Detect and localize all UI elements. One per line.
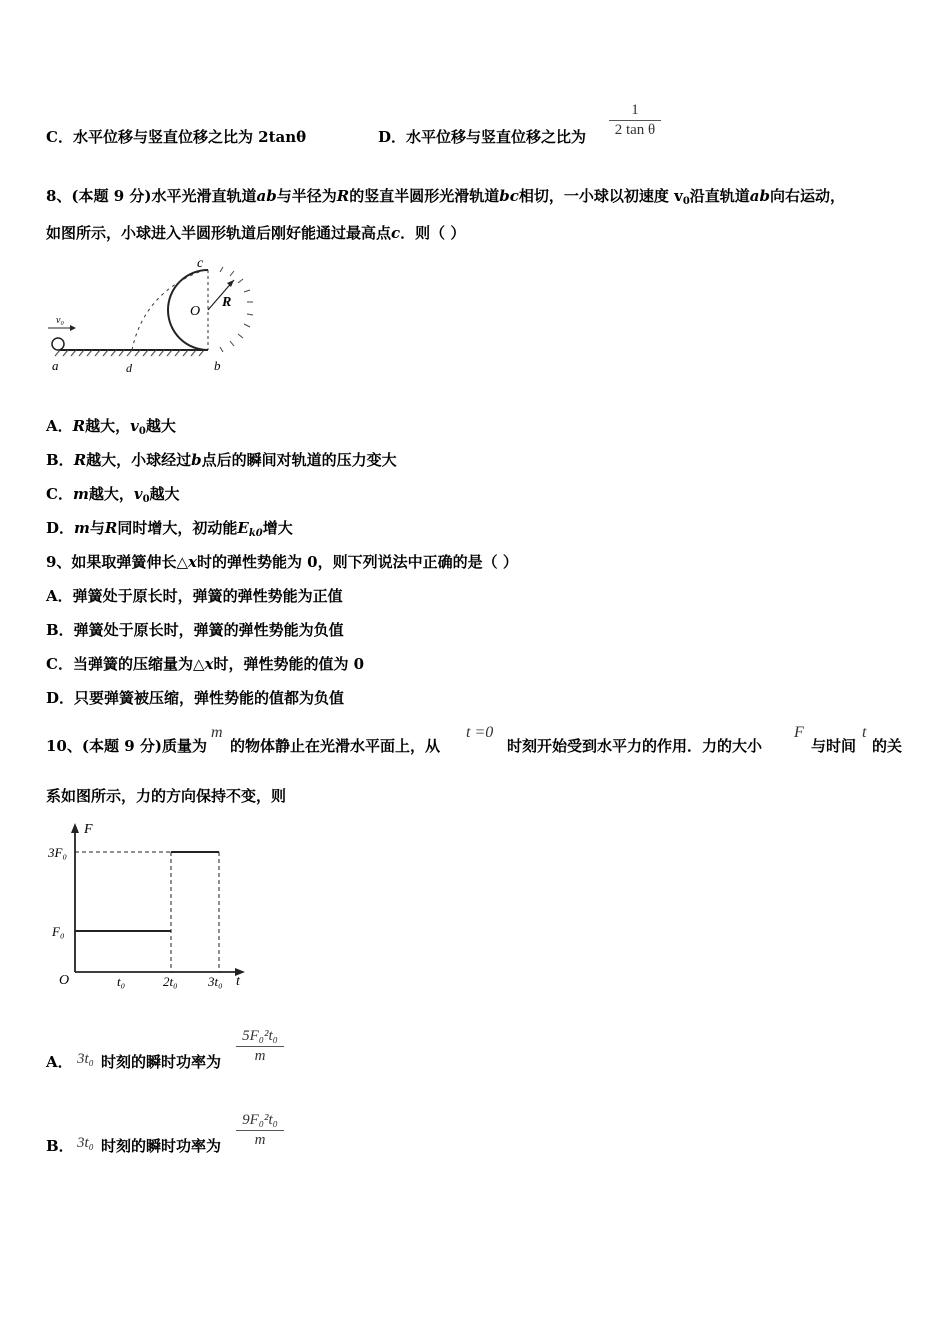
velocity-arrowhead (70, 325, 76, 331)
q10-option-a-time: 3t₀ (77, 1051, 94, 1067)
q9-stem: 9、如果取弹簧伸长△x时的弹性势能为 0，则下列说法中正确的是（ ） (46, 553, 518, 571)
q9-option-c: C．当弹簧的压缩量为△x时，弹性势能的值为 0 (46, 655, 365, 673)
ball (52, 338, 64, 350)
y-axis-label: F (84, 822, 93, 837)
q8-stem-line2: 如图所示，小球进入半圆形轨道后刚好能通过最高点c．则（ ） (46, 224, 466, 242)
fraction-denominator: 2 tan θ (614, 122, 656, 138)
x-tick-t0: t₀ (117, 974, 126, 989)
semicircle-track (168, 270, 208, 350)
q10-math-F: F (794, 724, 804, 741)
q10-force-graph (40, 815, 260, 1000)
q10-option-b-label: B． (46, 1137, 74, 1155)
q10-option-b-fraction (236, 1112, 284, 1149)
q10-option-a-label: A． (46, 1053, 73, 1071)
label-a: a (52, 358, 59, 373)
q8-stem-line1: 8、(本题 9 分)水平光滑直轨道ab与半径为R的竖直半圆形光滑轨道bc相切，一小球以初速度 $v_0$沿直轨道ab向右运动， (46, 187, 846, 207)
q9-option-a: A．弹簧处于原长时，弹簧的弹性势能为正值 (46, 587, 343, 605)
q10-stem-part5: 的关 (872, 737, 903, 755)
q10-option-b-time: 3t₀ (77, 1135, 94, 1151)
label-b: b (214, 358, 221, 373)
fraction-denominator: m (254, 1048, 266, 1064)
label-R: R (222, 295, 232, 310)
q7-option-d-fraction (609, 102, 661, 139)
q9-option-d: D．只要弹簧被压缩，弹性势能的值都为负值 (46, 689, 345, 707)
label-O: O (190, 304, 201, 319)
origin-label: O (59, 973, 70, 988)
q10-option-a-text: 时刻的瞬时功率为 (101, 1053, 222, 1071)
q8-option-d: D．m与R同时增大，初动能$E_{k0}$增大 (46, 519, 293, 539)
q8-option-c: C．m越大，$v_0$越大 (46, 485, 180, 505)
q10-option-b-text: 时刻的瞬时功率为 (101, 1137, 222, 1155)
q10-stem-part4: 与时间 (811, 737, 857, 755)
q8-option-a: A．R越大，$v_0$越大 (46, 417, 176, 437)
fraction-numerator: 9F₀²t₀ (242, 1112, 278, 1128)
label-v0: v₀ (56, 315, 64, 326)
q10-option-a-fraction (236, 1028, 284, 1065)
x-axis-label: t (236, 974, 240, 989)
q10-stem-part3: 时刻开始受到水平力的作用．力的大小 (507, 737, 763, 755)
q10-stem-part2: 的物体静止在光滑水平面上，从 (230, 737, 441, 755)
q7-option-c: C．水平位移与竖直位移之比为 2tanθ (46, 128, 307, 146)
label-d: d (126, 361, 132, 375)
x-tick-3t0: 3t₀ (208, 974, 223, 989)
label-c: c (197, 256, 204, 271)
q10-math-t0: t =0 (466, 724, 494, 741)
x-tick-2t0: 2t₀ (163, 974, 178, 989)
q8-option-b: B．R越大，小球经过b点后的瞬间对轨道的压力变大 (46, 451, 397, 469)
y-tick-f0: F₀ (52, 924, 65, 939)
y-axis-arrow (71, 823, 79, 833)
q10-math-m: m (211, 724, 223, 741)
q10-stem-line2: 系如图所示，力的方向保持不变，则 (46, 787, 287, 805)
fraction-numerator: 5F₀²t₀ (242, 1028, 278, 1044)
y-tick-3f0: 3F₀ (48, 845, 67, 860)
q10-math-t: t (862, 724, 867, 741)
q10-stem-part1: 10、(本题 9 分)质量为 (46, 737, 207, 755)
q7-option-d: D．水平位移与竖直位移之比为 (378, 128, 587, 146)
q9-option-b: B．弹簧处于原长时，弹簧的弹性势能为负值 (46, 621, 344, 639)
fraction-numerator: 1 (631, 102, 639, 118)
q8-track-figure (44, 252, 259, 382)
fraction-denominator: m (254, 1132, 266, 1148)
